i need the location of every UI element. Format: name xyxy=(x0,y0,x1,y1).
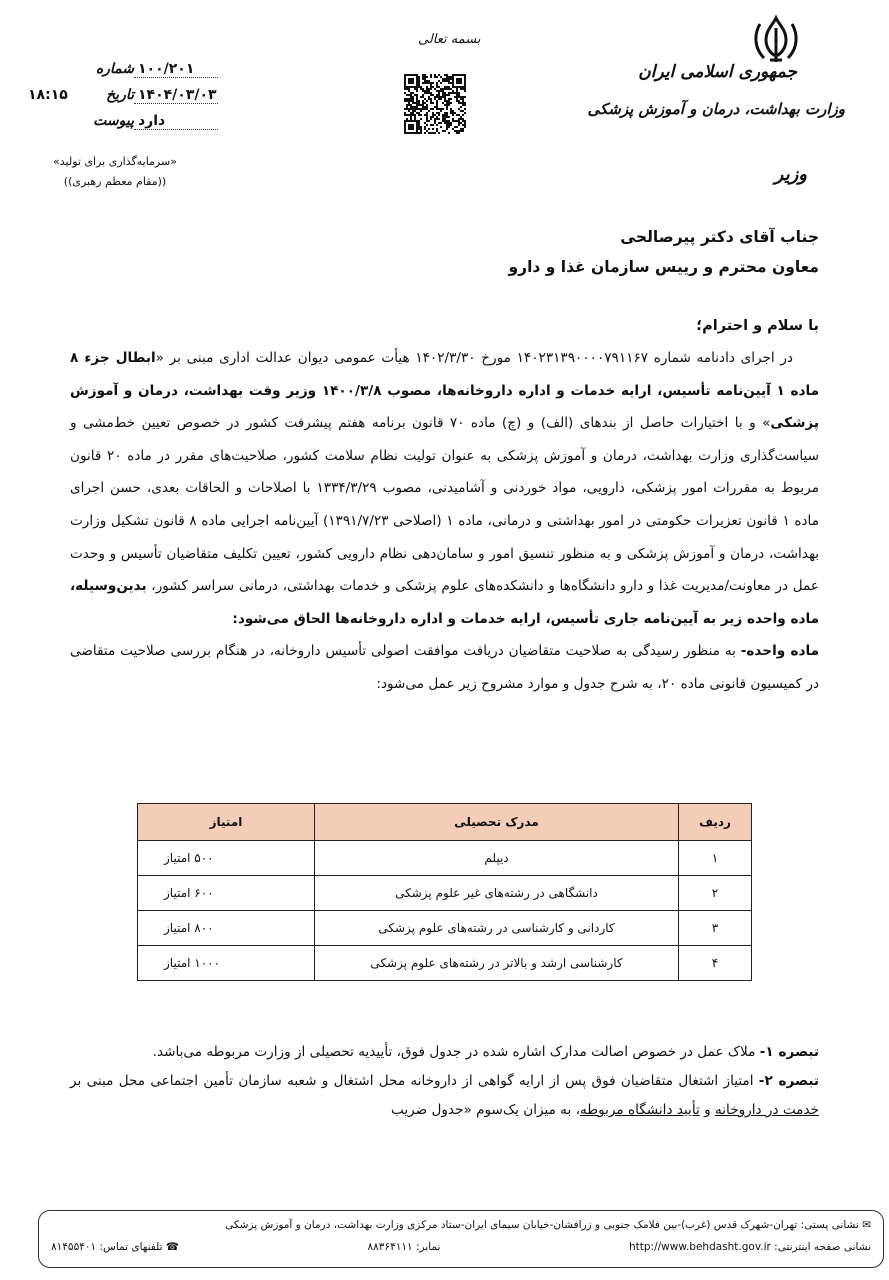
footer-web-link[interactable]: http://www.behdasht.gov.ir xyxy=(629,1241,771,1253)
table-cell-score: ۸۰۰ امتیاز xyxy=(138,911,315,946)
table-cell-degree: دانشگاهی در رشته‌های غیر علوم پزشکی xyxy=(315,876,679,911)
footer-fax-label: نمابر: xyxy=(415,1241,441,1253)
letter-number-label: شماره xyxy=(95,61,134,77)
slogan-text: «سرمایه‌گذاری برای تولید» xyxy=(53,155,177,168)
note-1-text: ملاک عمل در خصوص اصالت مدارک اشاره شده در جدول فوق، تأییدیه تحصیلی از وزارت مربوطه می‌باشد. xyxy=(152,1044,760,1060)
table-cell-score: ۵۰۰ امتیاز xyxy=(138,841,315,876)
table-header-cell: ردیف xyxy=(679,804,752,841)
body-p1-bold-conclusion: بدین‌وسیله، ماده واحده زیر به آیین‌نامه جاری تأسیس، ارایه خدمات و اداره داروخانه‌ها الحاق می‌شود: xyxy=(70,578,819,627)
table-header-row xyxy=(138,804,752,841)
addressee xyxy=(509,222,819,282)
letter-time: ۱۸:۱۵ xyxy=(28,87,68,103)
letter-date-label: تاریخ xyxy=(106,87,134,103)
table-row xyxy=(138,841,752,876)
footer-phone-value: ۸۱۴۵۵۴۰۱ xyxy=(51,1241,97,1253)
degree-score-table xyxy=(137,803,752,981)
salutation: با سلام و احترام؛ xyxy=(696,318,819,334)
footer-web xyxy=(629,1241,871,1253)
letter-number-value: ۱۰۰/۲۰۱ xyxy=(134,61,218,78)
footer-phone-label: تلفنهای تماس: xyxy=(99,1241,163,1253)
letter-number-row xyxy=(90,58,218,80)
table-cell-row-number: ۲ xyxy=(679,876,752,911)
basmala: بسمه تعالی xyxy=(418,32,481,47)
note-2-label: تبصره ۲- xyxy=(758,1073,819,1089)
footer-fax-value: ۸۸۳۶۴۱۱۱ xyxy=(367,1241,413,1253)
table-cell-row-number: ۴ xyxy=(679,946,752,981)
body-p1-text-a: در اجرای دادنامه شماره ۱۴۰۲۳۱۳۹۰۰۰۰۷۹۱۱۶۷ مورخ ۱۴۰۲/۳/۳۰ هیأت عمومی دیوان عدالت اداری مبنی بر « xyxy=(155,350,793,366)
table-cell-row-number: ۳ xyxy=(679,911,752,946)
table-header-cell: مدرک تحصیلی xyxy=(315,804,679,841)
iran-emblem-icon xyxy=(748,14,804,66)
note-2-underlined-service: خدمت در داروخانه xyxy=(714,1102,819,1118)
body-paragraph-2 xyxy=(70,635,819,700)
addressee-position: معاون محترم و رییس سازمان غذا و دارو xyxy=(508,258,819,276)
footer-web-label: نشانی صفحه اینترنتی: xyxy=(774,1241,871,1253)
body-p1-text-c: » و با اختیارات حاصل از بندهای (الف) و (چ) ماده ۷۰ قانون برنامه هفتم پیشرفت کشور در خصوص تعیین خط‌مشی و سیاست‌گذاری وزارت بهداشت، درمان و آموزش پزشکی به عنوان تولیت نظام سلامت کشور، صلاحیت‌های مقرر در ماده ۲۰ قانون مربوط به مقررات امور پزشکی، دارویی، مواد خوردنی و آشامیدنی، مصوب ۱۳۳۴/۳/۲۹ با اصلاحات و الحاقات بعدی، حسن اجرای ماده ۱ قانون تعزیرات حکومتی در امور بهداشتی و درمانی، ماده ۱ (اصلاحی ۱۳۹۱/۷/۲۳) آیین‌نامه اجرایی ماده ۸ قانون تشکیل وزارت بهداشت، درمان و آموزش پزشکی و به منظور تنسیق امور و سامان‌دهی نظام دارویی کشور، تعیین تکلیف متقاضیان تأسیس و وحدت عمل در معاونت/مدیریت غذا و دارو دانشگاه‌ها و دانشکده‌های علوم پزشکی و خدمات بهداشتی، درمانی سراسر کشور، xyxy=(70,415,820,595)
table-row xyxy=(138,876,752,911)
footer-phone xyxy=(51,1241,179,1253)
footer-contact-row xyxy=(51,1241,871,1253)
body-p1-bold-title: ابطال جزء ۸ ماده ۱ آیین‌نامه تأسیس، ارایه خدمات و اداره داروخانه‌ها، مصوب ۱۴۰۰/۳/۸ وزیر وقت بهداشت، درمان و آموزش پزشکی xyxy=(70,350,819,432)
letter-date-value: ۱۴۰۴/۰۳/۰۳ xyxy=(134,87,218,104)
slogan xyxy=(30,152,200,192)
single-article-text: به منظور رسیدگی به صلاحیت متقاضیان دریافت موافقت اصولی تأسیس داروخانه، در هنگام بررسی صلاحیت متقاضی در کمیسیون قانونی ماده ۲۰، به شرح جدول و موارد مشروح زیر عمل می‌شود: xyxy=(70,643,819,692)
letter-footer xyxy=(38,1210,884,1268)
letter-body xyxy=(70,342,819,701)
minister-title: وزیر xyxy=(774,164,807,185)
note-2-underlined-approval: تأیید دانشگاه مربوطه xyxy=(579,1102,700,1118)
note-2-text-c: ، به میزان یک‌سوم «جدول ضریب xyxy=(391,1102,580,1118)
note-2 xyxy=(70,1067,819,1125)
single-article-label: ماده واحده- xyxy=(740,643,819,660)
table-row xyxy=(138,946,752,981)
qr-code-icon xyxy=(404,74,466,134)
addressee-name: جناب آقای دکتر پیرصالحی xyxy=(620,228,819,246)
table-cell-score: ۶۰۰ امتیاز xyxy=(138,876,315,911)
note-1 xyxy=(70,1038,819,1067)
table-cell-degree: کارشناسی ارشد و بالاتر در رشته‌های علوم پزشکی xyxy=(315,946,679,981)
notes-section xyxy=(70,1038,819,1125)
envelope-icon: ✉ xyxy=(862,1219,871,1231)
ministry-country-name: جمهوری اسلامی ایران xyxy=(638,62,797,82)
ministry-name: وزارت بهداشت، درمان و آموزش پزشکی xyxy=(587,100,845,118)
table-row xyxy=(138,911,752,946)
note-2-text-a: امتیاز اشتغال متقاضیان فوق پس از ارایه گواهی از داروخانه محل اشتغال و شعبه سازمان تأمین اجتماعی محل مبنی بر xyxy=(70,1073,759,1089)
letter-attachment-label: پیوست xyxy=(93,113,134,129)
letter-attachment-row xyxy=(90,110,218,132)
note-1-label: تبصره ۱- xyxy=(759,1044,819,1060)
letter-date-row xyxy=(90,84,218,106)
table-cell-degree: کاردانی و کارشناسی در رشته‌های علوم پزشکی xyxy=(315,911,679,946)
footer-fax xyxy=(368,1241,441,1253)
body-paragraph-1 xyxy=(70,342,819,635)
letter-attachment-value: دارد xyxy=(134,113,218,130)
table-cell-row-number: ۱ xyxy=(679,841,752,876)
table-cell-score: ۱۰۰۰ امتیاز xyxy=(138,946,315,981)
slogan-attribution: ((مقام معظم رهبری)) xyxy=(63,175,167,188)
table-cell-degree: دیپلم xyxy=(315,841,679,876)
footer-address xyxy=(225,1219,871,1231)
footer-address-text: نشانی پستی: تهران-شهرک قدس (غرب)-بین فلامک جنوبی و زرافشان-خیابان سیمای ایران-ستاد مرکزی وزارت بهداشت، درمان و آموزش پزشکی xyxy=(225,1219,859,1231)
phone-icon: ☎ xyxy=(165,1241,179,1253)
table-header-cell: امتیاز xyxy=(138,804,315,841)
note-2-text-b: و xyxy=(699,1102,715,1118)
